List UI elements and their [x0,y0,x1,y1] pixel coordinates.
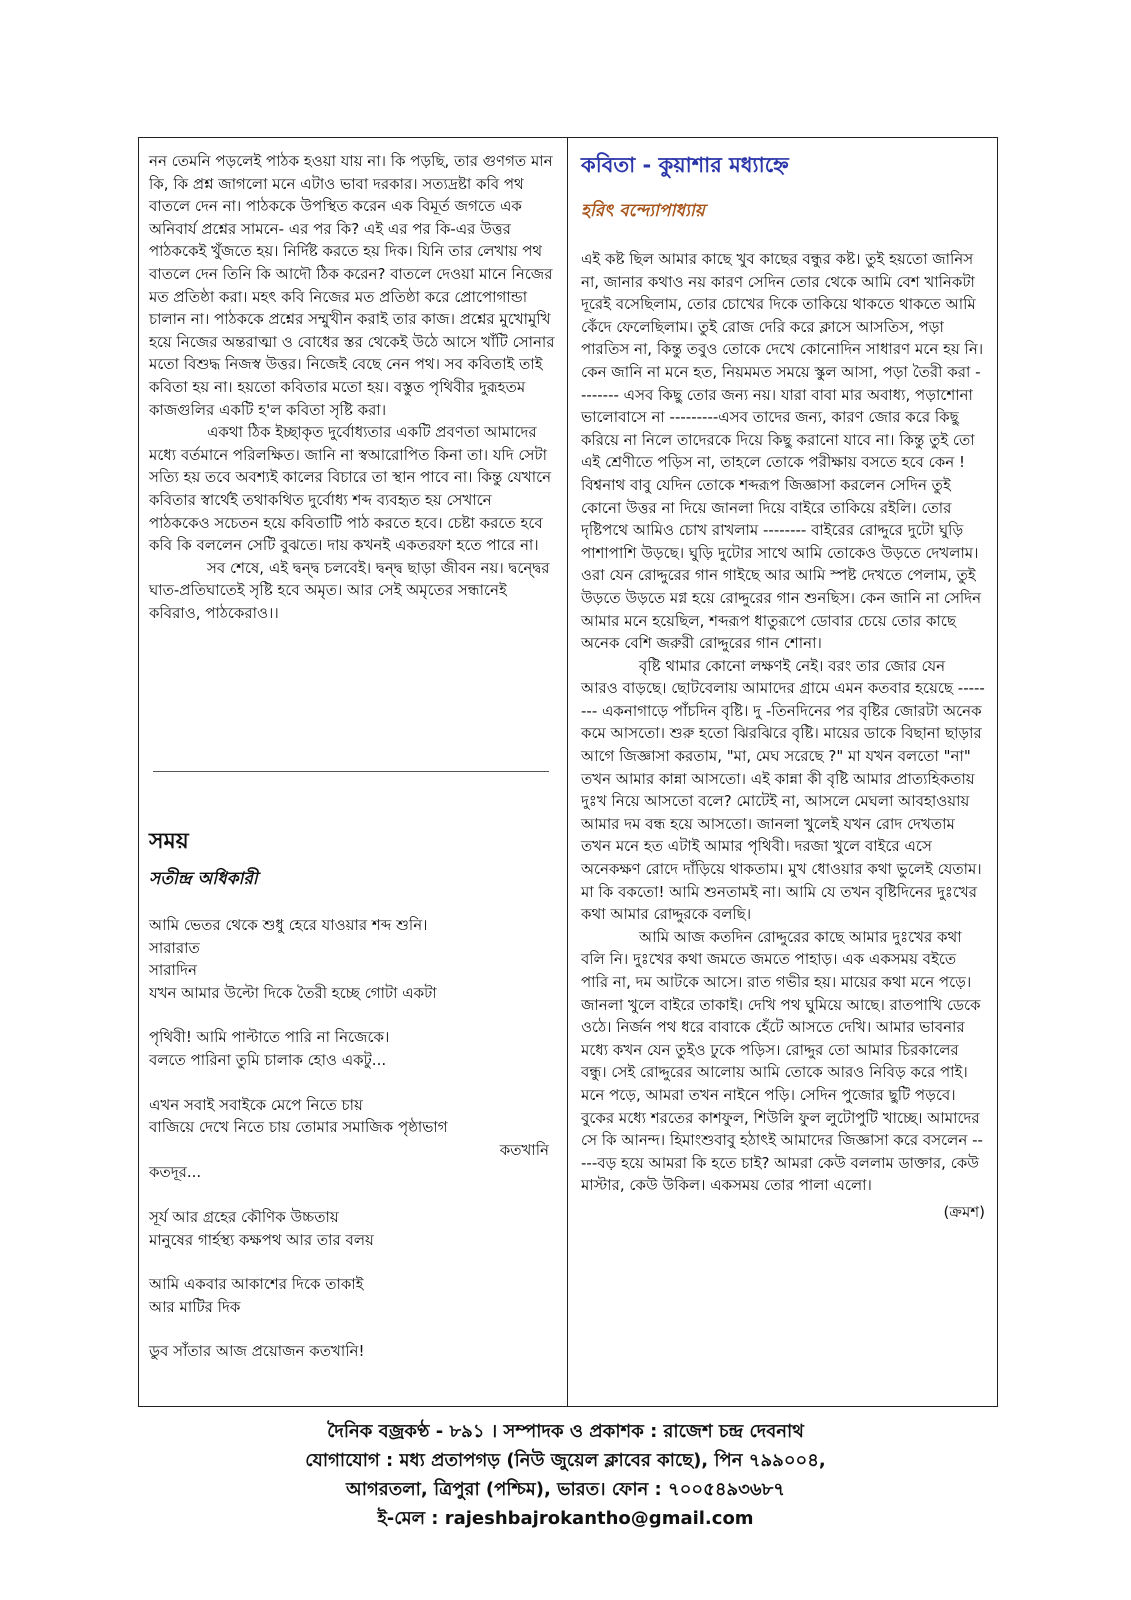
footer-city-phone-line: আগরতলা, ত্রিপুরা (পশ্চিম), ভারত। ফোন : ৭০০৫৪৯৩৬৮৭ [346,1479,785,1500]
stanza-gap [149,1184,553,1206]
column-divider [567,138,568,1406]
poem-line: সূর্য আর গ্রহের কৌণিক উচ্চতায় [149,1207,339,1226]
continued-label: (ক্রমশ) [943,1202,985,1221]
poem-line: সারাদিন [149,961,197,980]
poem-title: সময় [149,829,189,854]
page-frame [138,137,998,1407]
left-column [139,138,567,1406]
poem-line: মানুষের গার্হস্থ্য কক্ষপথ আর তার বলয় [149,1230,374,1249]
essay-paragraph-3: সব শেষে, এই দ্বন্দ্ব চলবেই। দ্বন্দ্ব ছাড়া জীবন নয়। দ্বন্দ্বের ঘাত-প্রতিঘাতেই সৃষ্টি হবে অমৃত। আর সেই অমৃতের সন্ধানেই কবিরাও, পাঠকেরাও।। [149,558,550,622]
poem-line: পৃথিবী! আমি পাল্টাতে পারি না নিজেকে। [149,1028,390,1047]
essay-paragraph-2: একথা ঠিক ইচ্ছাকৃত দুর্বোধ্যতার একটি প্রবণতা আমাদের মধ্যে বর্তমানে পরিলক্ষিত। জানি না স্বআরোপিত কিনা তা। যদি সেটা সত্যি হয় তবে অবশ্যই কালের বিচারে তা স্থান পাবে না। কিন্তু যেখানে কবিতার স্বার্থেই তথাকথিত দুর্বোধ্য শব্দ ব্যবহৃত হয় সেখানে পাঠককেও সচেতন হয়ে কবিতাটি পাঠ করতে হবে। চেষ্টা করতে হবে কবি কি বললেন সেটি বুঝতে। দায় কখনই একতরফা হতে পারে না। [149,423,552,555]
poem-line: ডুব সাঁতার আজ প্রয়োজন কতখানি! [149,1342,365,1361]
story-title: কবিতা - কুয়াশার মধ্যাহ্নে [581,153,789,177]
story-paragraph-3: বৃষ্টি থামার কোনো লক্ষণই নেই। বরং তার জোর যেন আরও বাড়ছে। ছোটবেলায় আমাদের গ্রামে এমন কতবার হয়েছে -------- একনাগাড়ে পাঁচদিন বৃষ্টি। দু -তিনদিনের পর বৃষ্টির জোরটা অনেক কমে আসতো। শুরু হতো ঝিরঝিরে বৃষ্টি। মায়ের ডাকে বিছানা ছাড়ার আগে জিজ্ঞাসা করতাম, "মা, মেঘ সরেছে ?" মা যখন বলতো "না" তখন আমার কান্না আসতো। এই কান্না কী বৃষ্টি আমার প্রাত্যহিকতায় দুঃখ নিয়ে আসতো বলে? মোটেই না, আসলে মেঘলা আবহাওয়ায় আমার দম বন্ধ হয়ে আসতো। জানলা খুলেই যখন রোদ দেখতাম তখন মনে হত এটাই আমার পৃথিবী। দরজা খুলে বাইরে এসে অনেকক্ষণ রোদে দাঁড়িয়ে থাকতাম। মুখ ধোওয়ার কথা ভুলেই যেতাম। মা কি বকতো! আমি শুনতামই না। আমি যে তখন বৃষ্টিদিনের দুঃখের কথা আমার রোদ্দুরকে বলছি। [581,656,985,924]
section-separator [153,771,549,772]
page-footer [0,1417,1131,1533]
essay-paragraph-1: নন তেমনি পড়লেই পাঠক হওয়া যায় না। কি পড়ছি, তার গুণগত মান কি, কি প্রশ্ন জাগলো মনে এটাও ভাবা দরকার। সত্যদ্রষ্টা কবি পথ বাতলে দেন না। পাঠককে উপস্থিত করেন এক বিমূর্ত জগতে এক অনিবার্য প্রশ্নের সামনে- এর পর কি? এই এর পর কি-এর উত্তর পাঠককেই খুঁজতে হয়। নির্দিষ্ট করতে হয় দিক। যিনি তার লেখায় পথ বাতলে দেন তিনি কি আদৌ ঠিক করেন? বাতলে দেওয়া মানে নিজের মত প্রতিষ্ঠা করা। মহৎ কবি নিজের মত প্রতিষ্ঠা করে প্রোপোগান্ডা চালান না। পাঠককে প্রশ্নের সম্মুখীন করাই তার কাজ। প্রশ্নের মুখোমুখি হয়ে নিজের অন্তরাত্মা ও বোধের স্তর থেকেই উঠে আসে খাঁটি সোনার মতো বিশুদ্ধ নিজস্ব উত্তর। নিজেই বেছে নেন পথ। সব কবিতাই তাই কবিতা হয় না। হয়তো কবিতার মতো হয়। বস্তুত পৃথিবীর দুরূহতম কাজগুলির একটি হ'ল কবিতা সৃষ্টি করা। [149,152,555,419]
poem-line: এখন সবাই সবাইকে মেপে নিতে চায় [149,1095,363,1114]
story-author: হরিৎ বন্দ্যোপাধ্যায় [581,201,705,221]
story-paragraph-2: কেন জানি না মনে হত, নিয়মমত সময়ে স্কুল আসা, পড়া তৈরী করা -------- এসব কিছু তোর জন্য নয়। যারা বাবা মার অবাধ্য, পড়াশোনা ভালোবাসে না ---------এসব তাদের জন্য, কারণ জোর করে কিছু করিয়ে না নিলে তাদেরকে দিয়ে কিছু করানো যাবে না। কিন্তু তুই তো এই শ্রেণীতে পড়িস না, তাহলে তোকে পরীক্ষায় বসতে হবে কেন ! বিশ্বনাথ বাবু যেদিন তোকে শব্দরূপ জিজ্ঞাসা করলেন সেদিন তুই কোনো উত্তর না দিয়ে জানলা দিয়ে বাইরে তাকিয়ে রইলি। তোর দৃষ্টিপথে আমিও চোখ রাখলাম -------- বাইরের রোদ্দুরে দুটো ঘুড়ি পাশাপাশি উড়ছে। ঘুড়ি দুটোর সাথে আমি তোকেও উড়তে দেখলাম। ওরা যেন রোদ্দুরের গান গাইছে আর আমি স্পষ্ট দেখতে পেলাম, তুই উড়তে উড়তে মগ্ন হয়ে রোদ্দুরের গান শুনছিস। কেন জানি না সেদিন আমার মনে হয়েছিল, শব্দরূপ ধাতুরূপে ডোবার চেয়ে তোর কাছে অনেক বেশি জরুরী রোদ্দুরের গান শোনা। [581,362,982,653]
poem-author: সতীন্দ্র অধিকারী [149,869,258,889]
stanza-gap [149,1072,553,1094]
poem-line-right: কতখানি [499,1140,549,1159]
poem-line: সারারাত [149,938,200,957]
footer-publication-line: দৈনিক বজ্রকণ্ঠ - ৮৯১ । সম্পাদক ও প্রকাশক : রাজেশ চন্দ্র দেবনাথ [327,1421,804,1442]
story-paragraph-4: আমি আজ কতদিন রোদ্দুরের কাছে আমার দুঃখের কথা বলি নি। দুঃখের কথা জমতে জমতে পাহাড়। এক একসময় বইতে পারি না, দম আটকে আসে। রাত গভীর হয়। মায়ের কথা মনে পড়ে। জানলা খুলে বাইরে তাকাই। দেখি পথ ঘুমিয়ে আছে। রাতপাখি ডেকে ওঠে। নির্জন পথ ধরে বাবাকে হেঁটে আসতে দেখি। আমার ভাবনার মধ্যে কখন যেন তুইও ঢুকে পড়িস। রোদ্দুর তো আমার চিরকালের বন্ধু। সেই রোদ্দুরের আলোয় আমি তোকে আরও নিবিড় করে পাই। মনে পড়ে, আমরা তখন নাইনে পড়ি। সেদিন পুজোর ছুটি পড়বে। বুকের মধ্যে শরতের কাশফুল, শিউলি ফুল লুটোপুটি খাচ্ছে। আমাদের সে কি আনন্দ। হিমাংশুবাবু হঠাৎই আমাদের জিজ্ঞাসা করে বসলেন -----বড় হয়ে আমরা কি হতে চাই? আমরা কেউ বললাম ডাক্তার, কেউ মাস্টার, কেউ উকিল। একসময় তোর পালা এলো। [581,927,983,1195]
stanza-gap [149,1251,553,1273]
footer-email-line: ই-মেল : rajeshbajrokantho@gmail.com [377,1508,754,1529]
poem-line: কতদূর... [149,1163,202,1182]
footer-address-line: যোগাযোগ : মধ্য প্রতাপগড় (নিউ জুয়েল ক্লাবের কাছে), পিন ৭৯৯০০৪, [305,1450,826,1471]
poem-line: আর মাটির দিক [149,1297,241,1316]
poem-line: বাজিয়ে দেখে নিতে চায় তোমার সমাজিক পৃষ্ঠাভাগ [149,1118,448,1137]
poem-line: আমি ভেতর থেকে শুধু হেরে যাওয়ার শব্দ শুনি। [149,916,428,934]
poem-line: বলতে পারিনা তুমি চালাক হোও একটু... [149,1050,387,1069]
stanza-gap [149,1004,553,1026]
story-paragraph-1: এই কষ্ট ছিল আমার কাছে খুব কাছের বন্ধুর কষ্ট। তুই হয়তো জানিস না, জানার কথাও নয় কারণ সেদিন তোর থেকে আমি বেশ খানিকটা দূরেই বসেছিলাম, তোর চোখের দিকে তাকিয়ে থাকতে থাকতে আমি কেঁদে ফেলেছিলাম। তুই রোজ দেরি করে ক্লাসে আসতিস, পড়া পারতিস না, কিন্তু তবুও তোকে দেখে কোনোদিন সাধারণ মনে হয় নি। [581,250,984,359]
poem-line: যখন আমার উল্টো দিকে তৈরী হচ্ছে গোটা একটা [149,983,437,1002]
poem-line: আমি একবার আকাশের দিকে তাকাই [149,1275,364,1294]
right-column [569,138,997,1406]
stanza-gap [149,1318,553,1340]
poem-body [149,914,553,1363]
